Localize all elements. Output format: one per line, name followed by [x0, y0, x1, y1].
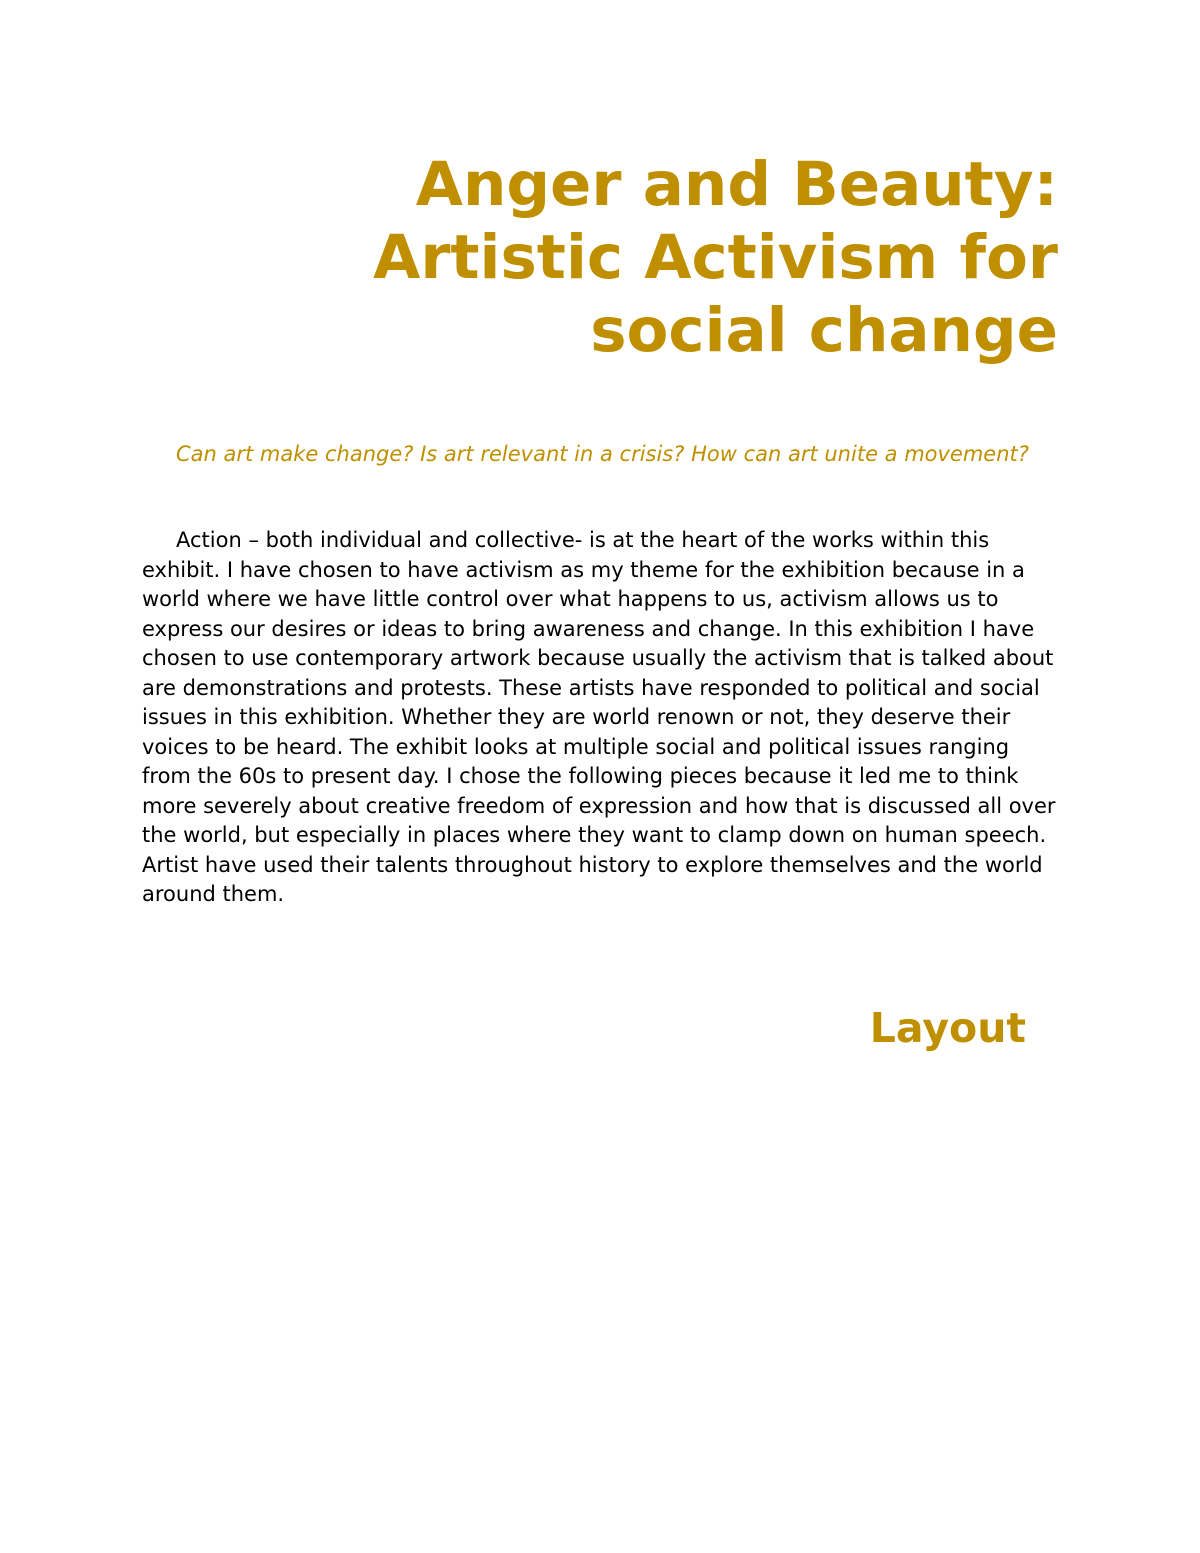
title-line-1: Anger and Beauty:	[415, 149, 1058, 220]
section-heading-layout: Layout	[869, 1004, 1026, 1052]
subtitle-questions: Can art make change? Is art relevant in a crisis? How can art unite a movement?	[176, 442, 1029, 466]
document-title	[140, 148, 1058, 367]
title-line-3: social change	[590, 295, 1058, 366]
intro-paragraph: Action – both individual and collective- is at the heart of the works within this exhibit. I have chosen to have activism as my theme for the exhibition because in a world where we have little control over what happens to us, activism allows us to express our desires or ideas to bring awareness and change. In this exhibition I have chosen to use contemporary artwork because usually the activism that is talked about are demonstrations and protests. These artists have responded to political and social issues in this exhibition. Whether they are world renown or not, they deserve their voices to be heard. The exhibit looks at multiple social and political issues ranging from the 60s to present day. I chose the following pieces because it led me to think more severely about creative freedom of expression and how that is discussed all over the world, but especially in places where they want to clamp down on human speech. Artist have used their talents throughout history to explore themselves and the world around them.	[142, 528, 1056, 906]
title-line-2: Artistic Activism for	[373, 222, 1058, 293]
